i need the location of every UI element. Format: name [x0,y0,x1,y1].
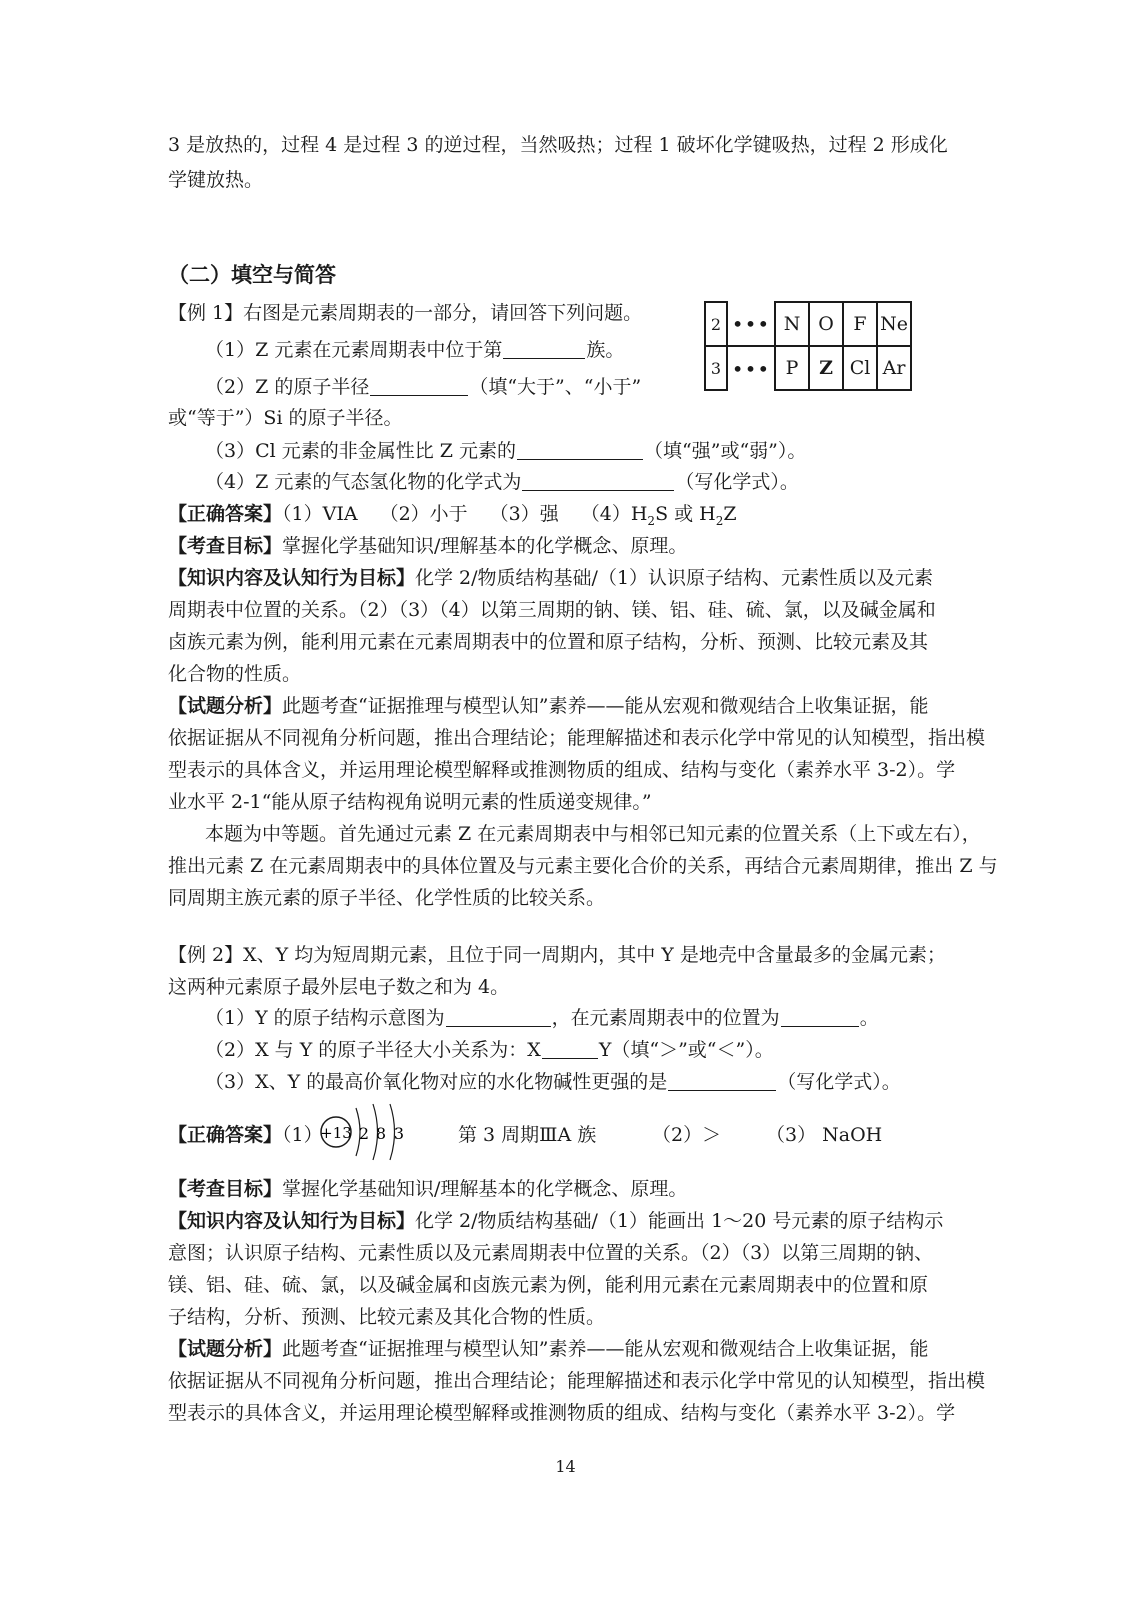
ex1-q2-tail: （填“大于”、“小于” [469,376,642,398]
ex2-q1 [205,1002,879,1034]
ex2-ans3: （3） NaOH [766,1124,883,1146]
ex1-answer-label: 【正确答案】 [168,503,283,525]
periodic-table-fragment [704,301,912,391]
ex2-anal-text-1: 此题考查“证据推理与模型认知”素养——能从宏观和微观结合上收集证据，能 [282,1338,929,1360]
ex1-q3 [205,435,806,467]
element-cell: Ar [877,346,911,390]
ex1-goal [168,530,687,562]
ellipsis-dots: ••• [731,311,771,336]
ex2-stem-1: 【例 2】X、Y 均为短周期元素，且位于同一周期内，其中 Y 是地壳中含量最多的金属元素； [168,944,946,966]
ex2-know-text-1: 化学 2/物质结构基础/（1）能画出 1～20 号元素的原子结构示 [415,1210,944,1232]
atom-structure-diagram [316,1100,416,1164]
ex1-know-text-1: 化学 2/物质结构基础/（1）认识原子结构、元素性质以及元素 [415,567,934,589]
ex2-q1-text: （1）Y 的原子结构示意图为 [205,1007,445,1029]
ex1-para-2: 推出元素 Z 在元素周期表中的具体位置及与元素主要化合价的关系，再结合元素周期律，推出 Z 与 [168,855,998,877]
shell-electrons: 3 [393,1124,405,1143]
ex1-ans3: （3）强 [489,503,559,525]
ex2-anal-2: 依据证据从不同视角分析问题，推出合理结论；能理解描述和表示化学中常见的认知模型，指出模 [168,1370,986,1392]
element-cell: Ne [877,302,911,346]
nucleus-charge: +13 [320,1124,352,1142]
shell-electrons: 2 [358,1124,370,1143]
ex1-anal-2: 依据证据从不同视角分析问题，推出合理结论；能理解描述和表示化学中常见的认知模型，指出模 [168,727,986,749]
ex1-q3-tail: （填“强”或“弱”）。 [644,440,807,462]
ex1-ans4-part2: S 或 H [655,503,716,525]
ex2-q1-blank-2 [781,1004,859,1027]
ex2-know-1 [168,1205,943,1237]
page-number: 14 [555,1457,576,1476]
ex2-goal-text: 掌握化学基础知识/理解基本的化学概念、原理。 [282,1178,688,1200]
periodic-row-2 [705,302,911,346]
ex1-q4 [205,466,799,498]
element-cell: Cl [843,346,877,390]
ex2-q3 [205,1066,901,1098]
ex2-know-4: 子结构，分析、预测、比较元素及其化合物的性质。 [168,1306,606,1328]
element-cell: P [775,346,809,390]
ex1-para-3: 同周期主族元素的原子半径、化学性质的比较关系。 [168,887,606,909]
ex2-ans1-position: 第 3 周期ⅢA 族 [458,1124,597,1146]
ex2-goal [168,1173,687,1205]
ex2-ans1: （1） [282,1124,323,1146]
ex2-ans2: （2）＞ [652,1124,722,1146]
ex1-q1-tail: 族。 [586,339,625,361]
ex1-ans4-sub1: 2 [647,513,656,528]
ex2-know-3: 镁、铝、硅、硫、氯，以及碱金属和卤族元素为例，能利用元素在元素周期表中的位置和原 [168,1274,929,1296]
ex2-q2-blank [542,1036,598,1059]
ex1-anal-text-1: 此题考查“证据推理与模型认知”素养——能从宏观和微观结合上收集证据，能 [282,695,929,717]
ex1-ans2: （2）小于 [379,503,468,525]
ex1-q3-text: （3）Cl 元素的非金属性比 Z 元素的 [205,440,517,462]
ex1-q1-blank [503,336,585,359]
ex1-para-1: 本题为中等题。首先通过元素 Z 在元素周期表中与相邻已知元素的位置关系（上下或左右）， [205,823,981,845]
ex2-anal-label: 【试题分析】 [168,1338,283,1360]
ex1-anal-3: 型表示的具体含义，并运用理论模型解释或推测物质的组成、结构与变化（素养水平 3-2）。学 [168,759,956,781]
ex2-anal-1 [168,1333,928,1365]
ex1-anal-4: 业水平 2-1“能从原子结构视角说明元素的性质递变规律。” [168,791,652,813]
period-number: 2 [705,302,727,346]
ex2-know-2: 意图；认识原子结构、元素性质以及元素周期表中位置的关系。（2）（3）以第三周期的钠、 [168,1242,934,1264]
ex2-q1-end: 。 [859,1007,879,1029]
periodic-row-3 [705,346,911,390]
ex2-q3-text: （3）X、Y 的最高价氧化物对应的水化物碱性更强的是 [205,1071,668,1093]
ex1-q2-text: （2）Z 的原子半径 [205,376,370,398]
ex2-answer-label: 【正确答案】 [168,1124,283,1146]
ex1-q2-blank [370,373,468,396]
ex1-know-4: 化合物的性质。 [168,663,302,685]
ex1-know-2: 周期表中位置的关系。（2）（3）（4）以第三周期的钠、镁、铝、硅、硫、氯，以及碱金属和 [168,599,936,621]
ex2-q2-text: （2）X 与 Y 的原子半径大小关系为：X [205,1039,541,1061]
ex1-stem: 【例 1】右图是元素周期表的一部分，请回答下列问题。 [168,302,643,324]
ex1-ans4-part1: （4）H [580,503,648,525]
intro-line-1: 3 是放热的，过程 4 是过程 3 的逆过程，当然吸热；过程 1 破坏化学键吸热，过程 2 形成化 [168,134,948,156]
ex1-q4-text: （4）Z 元素的气态氢化物的化学式为 [205,471,522,493]
ex1-know-3: 卤族元素为例，能利用元素在元素周期表中的位置和原子结构，分析、预测、比较元素及其 [168,631,929,653]
ex1-q2 [205,371,641,403]
period-number: 3 [705,346,727,390]
ex1-anal-label: 【试题分析】 [168,695,283,717]
ex2-q2-tail: Y（填“＞”或“＜”）。 [598,1039,774,1061]
ex2-q2 [205,1034,774,1066]
ex1-q1 [205,334,624,366]
shell-electrons: 8 [375,1124,387,1143]
ex1-ans4-part3: Z [723,503,737,525]
ex1-goal-text: 掌握化学基础知识/理解基本的化学概念、原理。 [282,535,688,557]
ex2-stem-2: 这两种元素原子最外层电子数之和为 4。 [168,976,510,998]
ex2-goal-label: 【考查目标】 [168,1178,283,1200]
intro-line-2: 学键放热。 [168,169,264,191]
ex1-q3-blank [517,437,643,460]
element-cell: F [843,302,877,346]
ex1-goal-label: 【考查目标】 [168,535,283,557]
element-cell: O [809,302,843,346]
ex2-know-label: 【知识内容及认知行为目标】 [168,1210,416,1232]
ex2-q1-mid: ，在元素周期表中的位置为 [551,1007,780,1029]
ex2-answer [168,1119,323,1151]
ex1-anal-1 [168,690,928,722]
ex1-q4-blank [522,468,674,491]
ex2-q3-blank [668,1068,776,1091]
ex2-anal-3: 型表示的具体含义，并运用理论模型解释或推测物质的组成、结构与变化（素养水平 3-2）。学 [168,1402,956,1424]
ex1-know-label: 【知识内容及认知行为目标】 [168,567,416,589]
ex1-know-1 [168,562,933,594]
ex1-q1-text: （1）Z 元素在元素周期表中位于第 [205,339,503,361]
ex1-ans4 [580,503,737,528]
element-cell-z: Z [809,346,843,390]
ex1-q2-cont: 或“等于”）Si 的原子半径。 [168,407,403,429]
ellipsis-dots: ••• [727,346,775,390]
ex2-q3-tail: （写化学式）。 [777,1071,901,1093]
element-cell: N [775,302,809,346]
ex1-q4-tail: （写化学式）。 [675,471,799,493]
section-title: （二）填空与简答 [168,262,336,287]
ex1-ans1: （1）VIA [282,503,358,525]
ex2-q1-blank-1 [446,1004,551,1027]
ex1-ans4-sub2: 2 [715,513,724,528]
